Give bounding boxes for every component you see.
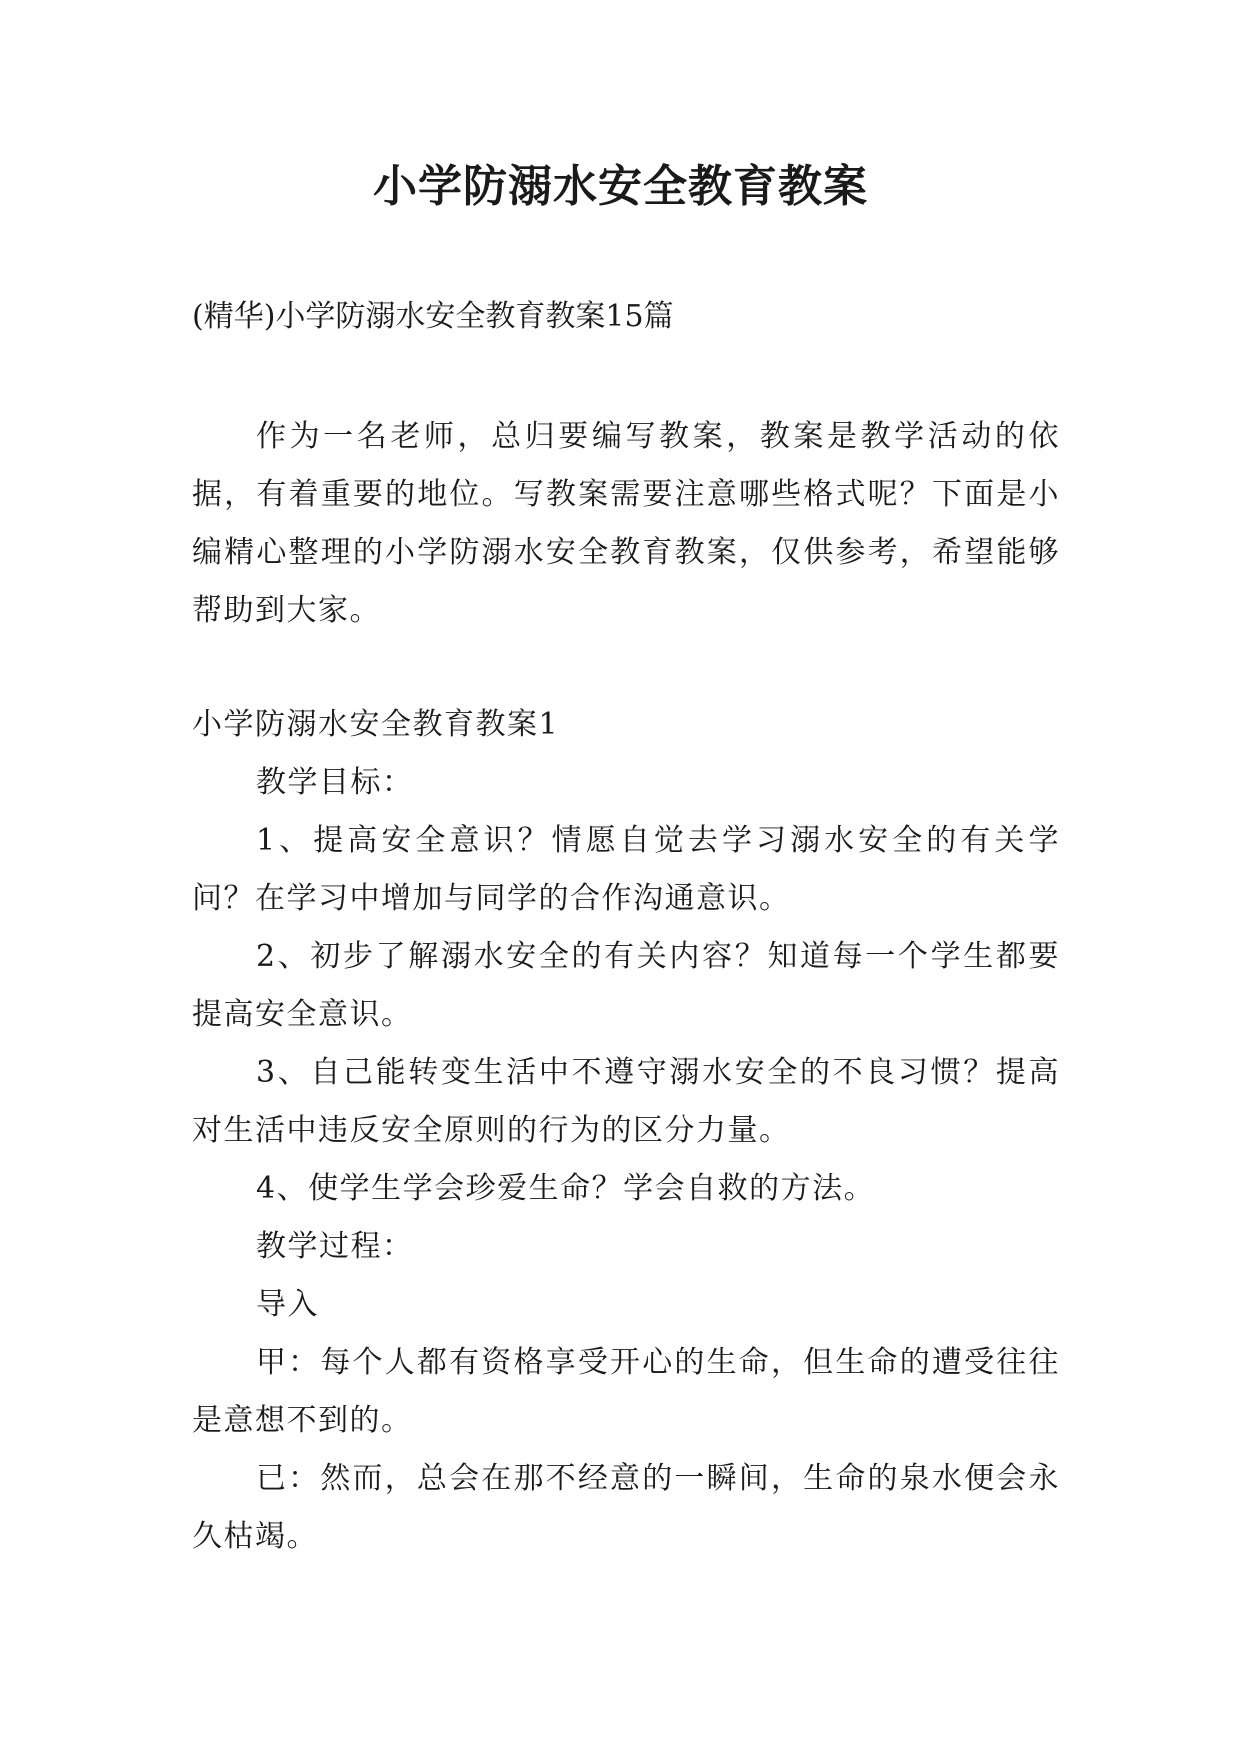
paragraph-teaching-goals: 教学目标：: [256, 765, 414, 800]
paragraph-speaker-b: 已：然而，总会在那不经意的一瞬间，生命的泉水便会永久枯竭。: [192, 1461, 1060, 1554]
document-title: 小学防溺水安全教育教案: [373, 161, 868, 212]
paragraph-goal-2: 2、初步了解溺水安全的有关内容？知道每一个学生都要提高安全意识。: [192, 939, 1060, 1032]
document-subtitle: (精华)小学防溺水安全教育教案15篇: [192, 299, 674, 334]
intro-paragraph: 作为一名老师，总归要编写教案，教案是教学活动的依据，有着重要的地位。写教案需要注意哪些格式呢？下面是小编精心整理的小学防溺水安全教育教案，仅供参考，希望能够帮助到大家。: [192, 419, 1060, 628]
paragraph-teaching-process: 教学过程：: [256, 1229, 414, 1264]
paragraph-speaker-a: 甲：每个人都有资格享受开心的生命，但生命的遭受往往是意想不到的。: [192, 1345, 1060, 1438]
section-heading: 小学防溺水安全教育教案1: [192, 707, 560, 742]
paragraph-introduction: 导入: [256, 1287, 319, 1322]
paragraph-goal-3: 3、自己能转变生活中不遵守溺水安全的不良习惯？提高对生活中违反安全原则的行为的区分力量。: [192, 1055, 1060, 1148]
lesson-body: [192, 696, 1060, 1566]
paragraph-goal-4: 4、使学生学会珍爱生命？学会自救的方法。: [256, 1171, 876, 1206]
paragraph-goal-1: 1、提高安全意识？情愿自觉去学习溺水安全的有关学问？在学习中增加与同学的合作沟通意识。: [192, 823, 1060, 916]
